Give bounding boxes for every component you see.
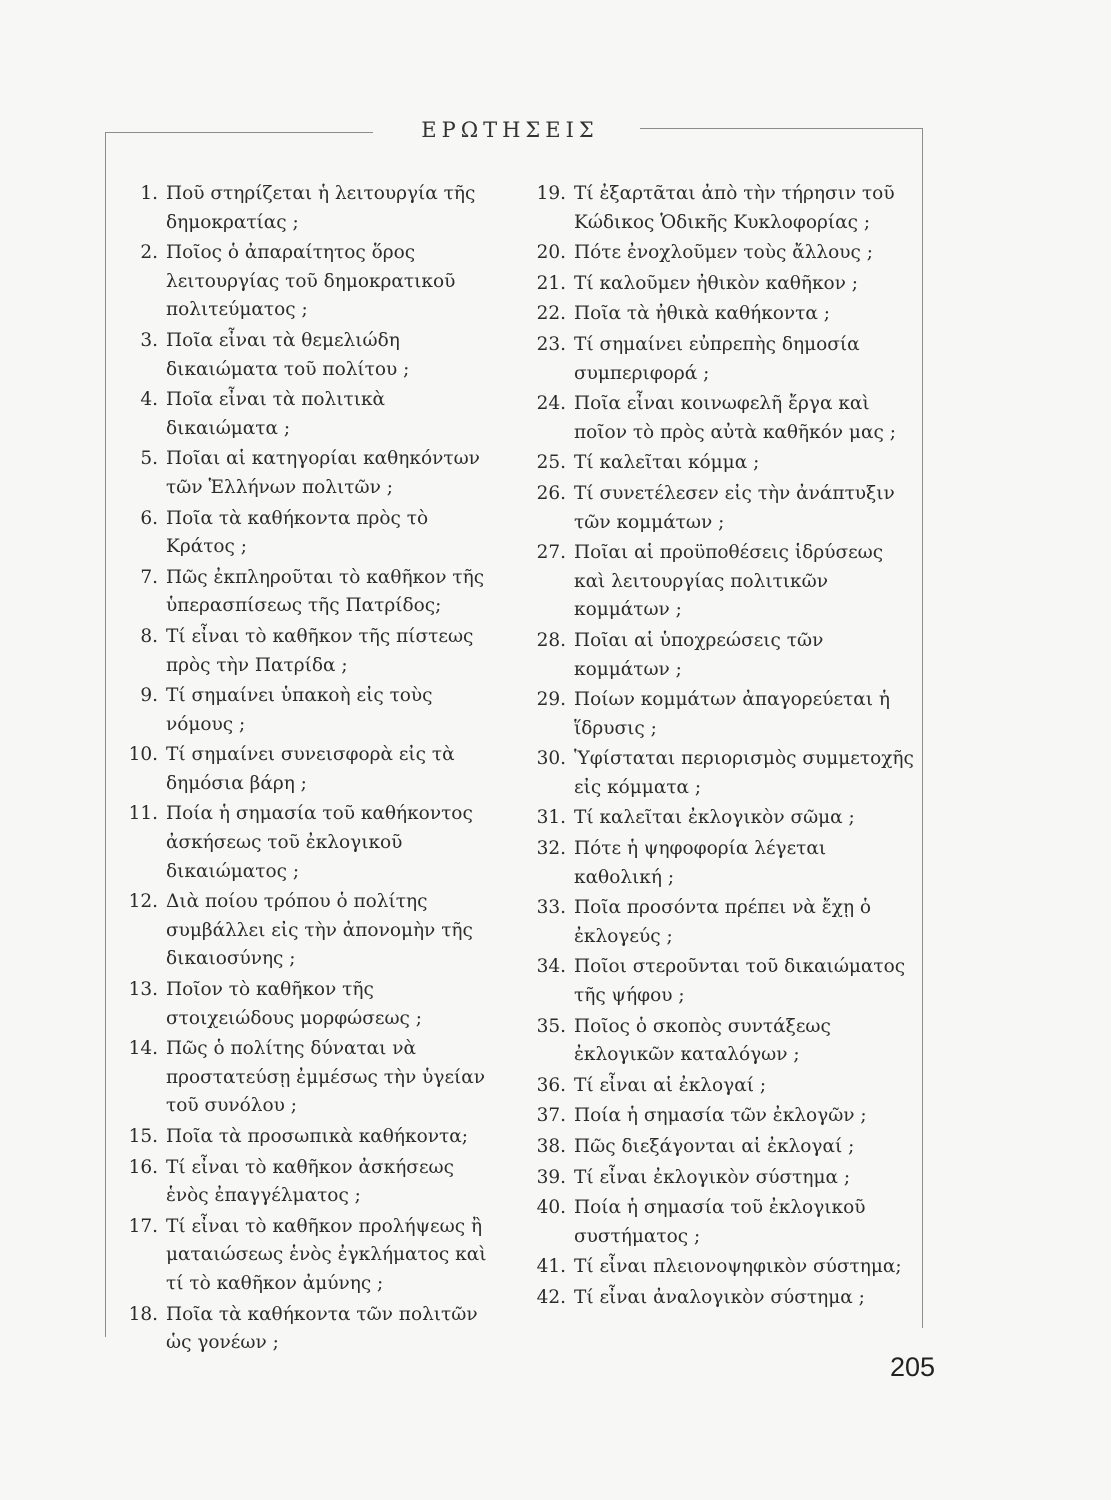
- question-number: 40.: [536, 1197, 566, 1219]
- question-item: [526, 1164, 916, 1193]
- question-number: 16.: [128, 1156, 158, 1178]
- question-text: Ποία ἡ σημασία τῶν ἐκλογῶν ;: [574, 1105, 867, 1127]
- question-item: [118, 445, 488, 502]
- question-item: [526, 239, 916, 268]
- question-number: 28.: [536, 629, 566, 651]
- question-text: Τί ἐξαρτᾶται ἀπὸ τὴν τήρησιν τοῦ Κώδικος Ὁδικῆς Κυκλοφορίας ;: [574, 183, 895, 233]
- page-number: 205: [890, 1352, 936, 1382]
- question-text: Ποῖα προσόντα πρέπει νὰ ἔχῃ ὁ ἐκλογεύς ;: [574, 897, 872, 947]
- question-number: 36.: [536, 1074, 566, 1096]
- question-text: Τί εἶναι τὸ καθῆκον ἀσκήσεως ἑνὸς ἐπαγγέλματος ;: [166, 1156, 454, 1207]
- frame-top-right-rule: [640, 128, 922, 129]
- question-number: 8.: [140, 625, 158, 647]
- question-number: 6.: [140, 507, 158, 529]
- question-number: 32.: [536, 838, 566, 860]
- question-text: Ποῖα τὰ προσωπικὰ καθήκοντα;: [166, 1126, 468, 1147]
- question-text: Τί καλεῖται ἐκλογικὸν σῶμα ;: [574, 807, 855, 829]
- question-item: [118, 1301, 488, 1358]
- question-number: 19.: [536, 183, 566, 204]
- question-text: Ποῦ στηρίζεται ἡ λειτουργία τῆς δημοκρατίας ;: [166, 183, 476, 233]
- question-text: Ποῖον τὸ καθῆκον τῆς στοιχειώδους μορφώσεως ;: [166, 979, 423, 1029]
- question-text: Πότε ἡ ψηφοφορία λέγεται καθολική ;: [574, 838, 827, 888]
- question-number: 37.: [536, 1105, 566, 1127]
- question-number: 26.: [536, 482, 566, 504]
- question-number: 41.: [536, 1256, 566, 1278]
- question-number: 3.: [140, 329, 158, 351]
- question-number: 18.: [128, 1303, 158, 1325]
- question-text: Τί εἶναι τὸ καθῆκον προλήψεως ἢ ματαιώσεως ἑνὸς ἐγκλήματος καὶ τί τὸ καθῆκον ἀμύνης ;: [166, 1215, 487, 1294]
- question-number: 27.: [536, 542, 566, 564]
- question-text: Πότε ἐνοχλοῦμεν τοὺς ἄλλους ;: [574, 242, 873, 264]
- question-text: Τί καλεῖται κόμμα ;: [574, 452, 760, 474]
- question-text: Ποῖα εἶναι κοινωφελῆ ἔργα καὶ ποῖον τὸ πρὸς αὐτὰ καθῆκόν μας ;: [574, 393, 896, 443]
- page-heading: ΕΡΩΤΗΣΕΙΣ: [421, 118, 599, 142]
- question-item: [526, 180, 916, 237]
- question-item: [526, 894, 916, 951]
- question-item: [118, 386, 488, 443]
- question-item: [526, 449, 916, 478]
- question-item: [118, 1123, 488, 1152]
- question-text: Τί καλοῦμεν ἠθικὸν καθῆκον ;: [574, 272, 859, 294]
- question-number: 38.: [536, 1136, 566, 1157]
- question-number: 20.: [536, 242, 566, 264]
- question-item: [526, 1253, 916, 1282]
- question-item: [118, 800, 488, 886]
- question-number: 12.: [128, 891, 158, 913]
- question-text: Ποῖος ὁ σκοπὸς συντάξεως ἐκλογικῶν καταλόγων ;: [574, 1015, 831, 1066]
- question-item: [118, 888, 488, 974]
- question-item: [526, 480, 916, 537]
- question-number: 1.: [140, 183, 158, 204]
- question-number: 30.: [536, 748, 566, 770]
- question-number: 24.: [536, 393, 566, 415]
- question-text: Τί σημαίνει εὐπρεπὴς δημοσία συμπεριφορά ;: [574, 333, 860, 384]
- question-item: [118, 239, 488, 325]
- question-item: [118, 1154, 488, 1211]
- question-item: [118, 623, 488, 680]
- question-item: [526, 539, 916, 625]
- question-item: [526, 1133, 916, 1162]
- question-text: Ποίων κομμάτων ἀπαγορεύεται ἡ ἵδρυσις ;: [574, 689, 890, 739]
- question-text: Ποῖα τὰ καθήκοντα πρὸς τὸ Κράτος ;: [166, 507, 429, 558]
- question-number: 4.: [140, 389, 158, 411]
- question-item: [118, 327, 488, 384]
- question-number: 7.: [140, 566, 158, 588]
- question-text: Ποῖα τὰ ἠθικὰ καθήκοντα ;: [574, 303, 830, 325]
- question-item: [118, 1035, 488, 1121]
- question-number: 22.: [536, 303, 566, 325]
- question-text: Τί σημαίνει συνεισφορὰ εἰς τὰ δημόσια βάρη ;: [166, 744, 455, 794]
- question-number: 5.: [140, 448, 158, 470]
- question-text: Ποῖαι αἱ προϋποθέσεις ἱδρύσεως καὶ λειτουργίας πολιτικῶν κομμάτων ;: [574, 542, 884, 621]
- question-item: [526, 1284, 916, 1313]
- question-number: 13.: [128, 979, 158, 1001]
- question-item: [118, 682, 488, 739]
- question-text: Ποῖοι στεροῦνται τοῦ δικαιώματος τῆς ψήφου ;: [574, 956, 906, 1007]
- question-number: 29.: [536, 689, 566, 711]
- question-number: 15.: [128, 1126, 158, 1147]
- question-item: [526, 1194, 916, 1251]
- question-number: 25.: [536, 452, 566, 474]
- questions-left-column: [118, 180, 488, 1360]
- question-text: Τί σημαίνει ὑπακοὴ εἰς τοὺς νόμους ;: [166, 685, 433, 735]
- question-number: 2.: [140, 242, 158, 264]
- question-item: [118, 505, 488, 562]
- frame-left-rule: [105, 132, 106, 1337]
- question-text: Τί εἶναι τὸ καθῆκον τῆς πίστεως πρὸς τὴν Πατρίδα ;: [166, 625, 474, 676]
- question-number: 11.: [128, 803, 158, 825]
- question-number: 17.: [128, 1215, 158, 1237]
- question-item: [526, 835, 916, 892]
- question-item: [526, 804, 916, 833]
- question-number: 9.: [140, 685, 158, 707]
- question-text: Τί εἶναι ἀναλογικὸν σύστημα ;: [574, 1286, 865, 1308]
- question-text: Τί εἶναι ἐκλογικὸν σύστημα ;: [574, 1166, 851, 1188]
- question-text: Ποῖα εἶναι τὰ θεμελιώδη δικαιώματα τοῦ πολίτου ;: [166, 329, 410, 380]
- question-item: [526, 953, 916, 1010]
- question-item: [526, 627, 916, 684]
- question-item: [118, 976, 488, 1033]
- question-number: 34.: [536, 956, 566, 978]
- question-text: Ποῖαι αἱ κατηγορίαι καθηκόντων τῶν Ἑλλήνων πολιτῶν ;: [166, 448, 480, 498]
- question-number: 10.: [128, 744, 158, 766]
- questions-right-column: [526, 180, 916, 1315]
- question-text: Τί συνετέλεσεν εἰς τὴν ἀνάπτυξιν τῶν κομμάτων ;: [574, 482, 895, 533]
- question-number: 33.: [536, 897, 566, 919]
- question-item: [526, 1013, 916, 1070]
- question-number: 39.: [536, 1166, 566, 1188]
- question-text: Ποῖα τὰ καθήκοντα τῶν πολιτῶν ὡς γονέων ;: [166, 1303, 478, 1354]
- question-text: Ποῖος ὁ ἀπαραίτητος ὅρος λειτουργίας τοῦ δημοκρατικοῦ πολιτεύματος ;: [166, 242, 456, 321]
- question-item: [118, 180, 488, 237]
- question-item: [526, 1072, 916, 1101]
- question-number: 35.: [536, 1015, 566, 1037]
- question-number: 42.: [536, 1286, 566, 1308]
- question-item: [526, 745, 916, 802]
- question-number: 21.: [536, 272, 566, 294]
- question-number: 31.: [536, 807, 566, 829]
- question-text: Ὑφίσταται περιορισμὸς συμμετοχῆς εἰς κόμματα ;: [574, 748, 914, 798]
- question-text: Διὰ ποίου τρόπου ὁ πολίτης συμβάλλει εἰς τὴν ἀπονομὴν τῆς δικαιοσύνης ;: [166, 891, 473, 970]
- question-item: [526, 390, 916, 447]
- question-text: Ποία ἡ σημασία τοῦ καθήκοντος ἀσκήσεως τοῦ ἐκλογικοῦ δικαιώματος ;: [166, 803, 473, 882]
- question-item: [526, 1102, 916, 1131]
- question-text: Τί εἶναι αἱ ἐκλογαί ;: [574, 1074, 767, 1096]
- question-text: Τί εἶναι πλειονοψηφικὸν σύστημα;: [574, 1256, 902, 1278]
- frame-right-rule: [922, 128, 923, 1328]
- question-number: 23.: [536, 333, 566, 355]
- question-text: Πῶς ὁ πολίτης δύναται νὰ προστατεύσῃ ἐμμέσως τὴν ὑγείαν τοῦ συνόλου ;: [166, 1038, 486, 1117]
- question-item: [118, 1213, 488, 1299]
- question-item: [526, 270, 916, 299]
- question-text: Ποῖα εἶναι τὰ πολιτικὰ δικαιώματα ;: [166, 389, 386, 439]
- question-item: [526, 300, 916, 329]
- question-text: Πῶς διεξάγονται αἱ ἐκλογαί ;: [574, 1136, 855, 1157]
- frame-top-left-rule: [105, 132, 373, 133]
- question-item: [118, 741, 488, 798]
- question-text: Ποία ἡ σημασία τοῦ ἐκλογικοῦ συστήματος ;: [574, 1197, 866, 1247]
- question-item: [526, 331, 916, 388]
- question-item: [526, 686, 916, 743]
- question-text: Ποῖαι αἱ ὑποχρεώσεις τῶν κομμάτων ;: [574, 629, 824, 680]
- question-text: Πῶς ἐκπληροῦται τὸ καθῆκον τῆς ὑπερασπίσεως τῆς Πατρίδος;: [166, 566, 485, 617]
- question-number: 14.: [128, 1038, 158, 1060]
- question-item: [118, 564, 488, 621]
